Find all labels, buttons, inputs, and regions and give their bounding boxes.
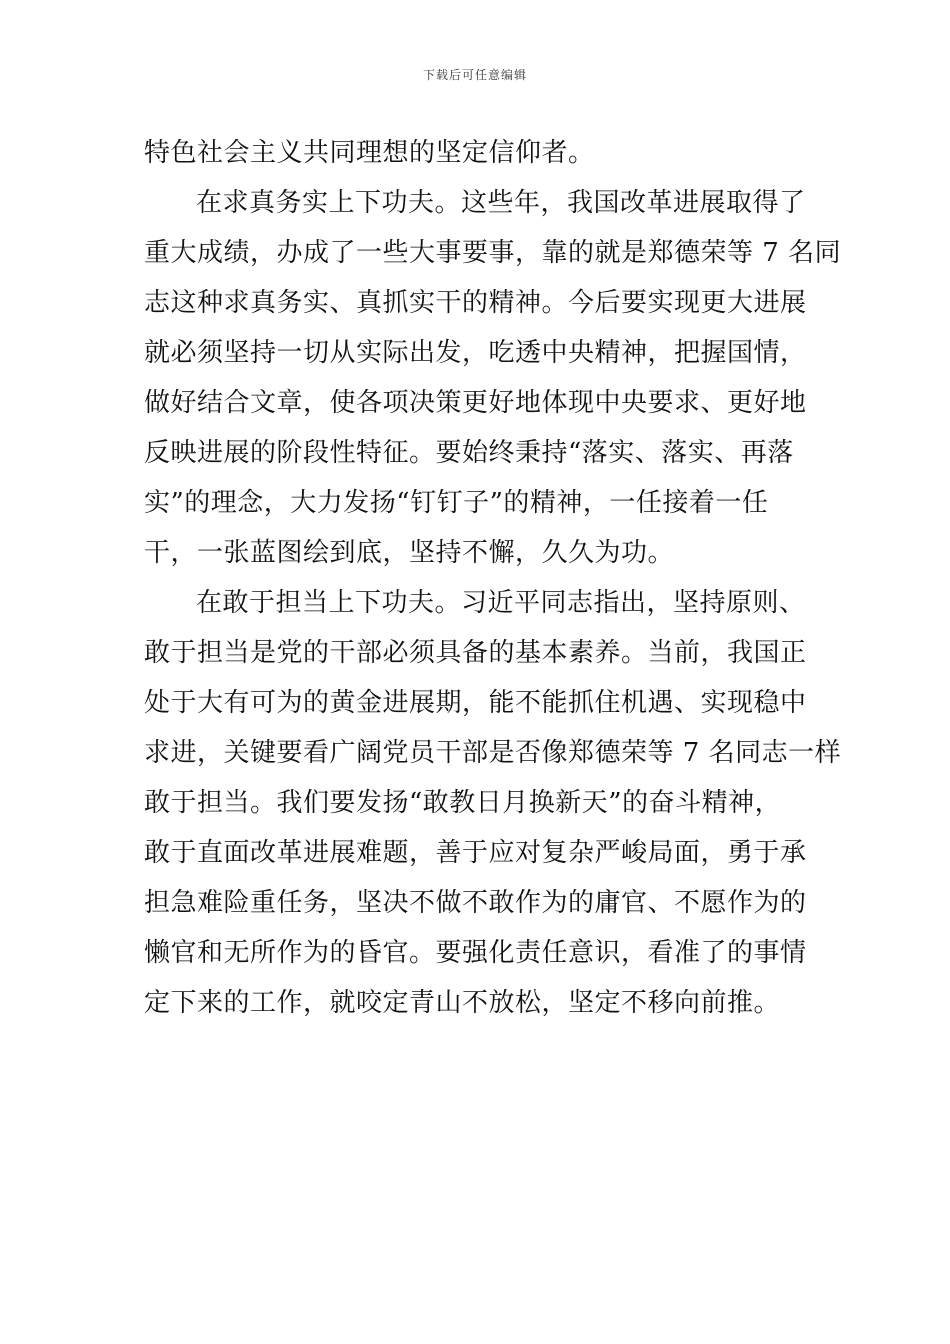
paragraph-start-line: 在敢于担当上下功夫。习近平同志指出，坚持原则、 bbox=[196, 588, 806, 618]
text-line: 重大成绩，办成了一些大事要事，靠的就是郑德荣等 7 名同 bbox=[144, 238, 842, 268]
text-line: 志这种求真务实、真抓实干的精神。今后要实现更大进展 bbox=[144, 288, 807, 318]
text-line: 反映进展的阶段性特征。要始终秉持“落实、落实、再落 bbox=[144, 438, 794, 468]
body-text bbox=[144, 128, 842, 1028]
text-line: 敢于直面改革进展难题，善于应对复杂严峻局面，勇于承 bbox=[144, 838, 807, 868]
text-line: 敢于担当是党的干部必须具备的基本素养。当前，我国正 bbox=[144, 638, 807, 668]
text-line: 担急难险重任务，坚决不做不敢作为的庸官、不愿作为的 bbox=[144, 888, 807, 918]
header-note: 下载后可任意编辑 bbox=[422, 68, 527, 82]
text-line: 实”的理念，大力发扬“钉钉子”的精神，一任接着一任 bbox=[144, 488, 769, 518]
text-line: 求进，关键要看广阔党员干部是否像郑德荣等 7 名同志一样 bbox=[144, 738, 842, 768]
paragraph-start-line: 在求真务实上下功夫。这些年，我国改革进展取得了 bbox=[196, 188, 806, 218]
text-line: 敢于担当。我们要发扬“敢教日月换新天”的奋斗精神， bbox=[144, 788, 782, 818]
text-line: 做好结合文章，使各项决策更好地体现中央要求、更好地 bbox=[144, 388, 807, 418]
text-line: 干，一张蓝图绘到底，坚持不懈，久久为功。 bbox=[144, 538, 675, 568]
text-line: 就必须坚持一切从实际出发，吃透中央精神，把握国情， bbox=[144, 338, 807, 368]
text-line: 处于大有可为的黄金进展期，能不能抓住机遇、实现稳中 bbox=[144, 688, 807, 718]
text-line: 懒官和无所作为的昏官。要强化责任意识，看准了的事情 bbox=[144, 938, 807, 968]
text-line: 特色社会主义共同理想的坚定信仰者。 bbox=[144, 138, 595, 168]
text-line: 定下来的工作，就咬定青山不放松，坚定不移向前推。 bbox=[144, 988, 781, 1018]
